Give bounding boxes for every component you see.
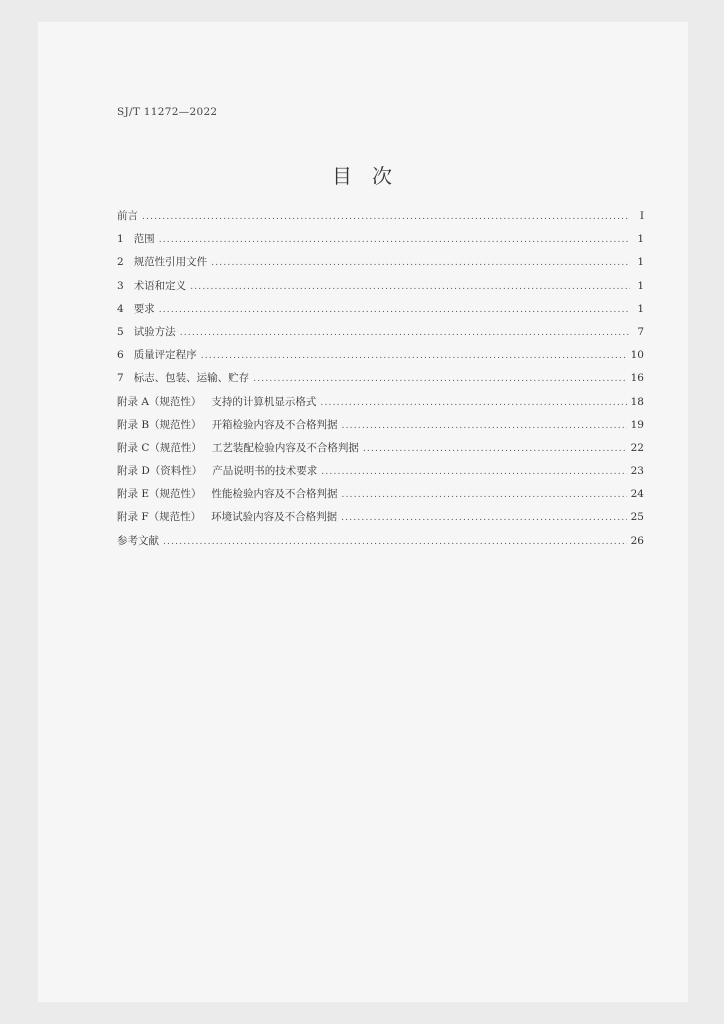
toc-entry-page: 7 xyxy=(637,325,644,338)
toc-entry-label: 开箱检验内容及不合格判据 xyxy=(211,418,338,431)
toc-entry-test-methods[interactable] xyxy=(117,324,644,347)
toc-entry-label: 试验方法 xyxy=(133,325,176,338)
toc-entry-scope[interactable] xyxy=(117,231,644,254)
toc-entry-quality-assessment[interactable] xyxy=(117,347,644,370)
toc-entry-bibliography[interactable] xyxy=(117,533,644,556)
toc-entry-annex-b[interactable] xyxy=(117,417,644,440)
toc-entry-label: 产品说明书的技术要求 xyxy=(212,465,318,478)
toc-entry-number: 5 xyxy=(117,325,124,338)
toc-entry-page: 24 xyxy=(630,488,644,501)
toc-entry-page: 1 xyxy=(637,302,644,315)
toc-entry-number: 7 xyxy=(117,372,124,385)
dot-leader xyxy=(363,444,627,454)
page-title: 目 次 xyxy=(332,164,392,188)
toc-entry-label: 工艺装配检验内容及不合格判据 xyxy=(211,441,359,454)
dot-leader xyxy=(201,351,627,361)
toc-entry-page: 25 xyxy=(630,511,644,524)
toc-entry-number: 3 xyxy=(117,279,124,292)
toc-entry-marking-packaging[interactable] xyxy=(117,370,644,393)
toc-entry-label: 质量评定程序 xyxy=(133,349,197,362)
toc-entry-annex-d[interactable] xyxy=(117,463,644,486)
dot-leader xyxy=(180,328,630,338)
dot-leader xyxy=(342,490,627,500)
toc-entry-page: 19 xyxy=(630,418,644,431)
dot-leader xyxy=(190,282,630,292)
table-of-contents xyxy=(117,208,644,556)
toc-entry-label: 性能检验内容及不合格判据 xyxy=(211,488,338,501)
toc-entry-page: 16 xyxy=(630,372,644,385)
dot-leader xyxy=(163,537,627,547)
dot-leader xyxy=(159,235,630,245)
toc-entry-number: 附录 B（规范性） xyxy=(117,418,202,431)
toc-entry-page: 1 xyxy=(637,233,644,246)
toc-entry-number: 2 xyxy=(117,256,124,269)
toc-entry-number: 附录 F（规范性） xyxy=(117,511,202,524)
standard-code: SJ/T 11272—2022 xyxy=(117,106,218,118)
dot-leader xyxy=(211,258,630,268)
toc-entry-number: 附录 A（规范性） xyxy=(117,395,202,408)
toc-entry-foreword[interactable] xyxy=(117,208,644,231)
toc-entry-terms-definitions[interactable] xyxy=(117,278,644,301)
toc-entry-annex-c[interactable] xyxy=(117,440,644,463)
toc-entry-label: 参考文献 xyxy=(117,534,159,547)
toc-entry-normative-references[interactable] xyxy=(117,254,644,277)
toc-entry-annex-f[interactable] xyxy=(117,509,644,532)
toc-entry-requirements[interactable] xyxy=(117,301,644,324)
toc-entry-page: 18 xyxy=(630,395,644,408)
toc-entry-label: 术语和定义 xyxy=(133,279,187,292)
toc-entry-annex-a[interactable] xyxy=(117,394,644,417)
toc-entry-page: 23 xyxy=(630,465,644,478)
toc-entry-label: 规范性引用文件 xyxy=(133,256,208,269)
dot-leader xyxy=(321,467,626,477)
toc-entry-page: 26 xyxy=(630,534,644,547)
dot-leader xyxy=(142,212,630,222)
toc-entry-number: 附录 D（资料性） xyxy=(117,465,203,478)
toc-entry-page: 1 xyxy=(637,279,644,292)
toc-entry-label: 标志、包装、运输、贮存 xyxy=(133,372,250,385)
toc-entry-page: 22 xyxy=(630,441,644,454)
toc-entry-label: 要求 xyxy=(133,302,155,315)
toc-entry-number: 4 xyxy=(117,302,124,315)
toc-entry-number: 6 xyxy=(117,349,124,362)
toc-entry-page: I xyxy=(639,210,644,222)
toc-entry-label: 范围 xyxy=(133,233,155,246)
dot-leader xyxy=(253,374,626,384)
toc-entry-annex-e[interactable] xyxy=(117,486,644,509)
dot-leader xyxy=(341,513,627,523)
toc-entry-page: 10 xyxy=(630,349,644,362)
toc-entry-number: 附录 C（规范性） xyxy=(117,441,202,454)
dot-leader xyxy=(320,398,626,408)
toc-entry-number: 附录 E（规范性） xyxy=(117,488,202,501)
toc-entry-label: 环境试验内容及不合格判据 xyxy=(211,511,338,524)
toc-entry-label: 支持的计算机显示格式 xyxy=(211,395,317,408)
toc-entry-page: 1 xyxy=(637,256,644,269)
dot-leader xyxy=(159,305,630,315)
toc-entry-number: 1 xyxy=(117,233,124,246)
toc-entry-label: 前言 xyxy=(117,210,138,222)
dot-leader xyxy=(342,421,627,431)
